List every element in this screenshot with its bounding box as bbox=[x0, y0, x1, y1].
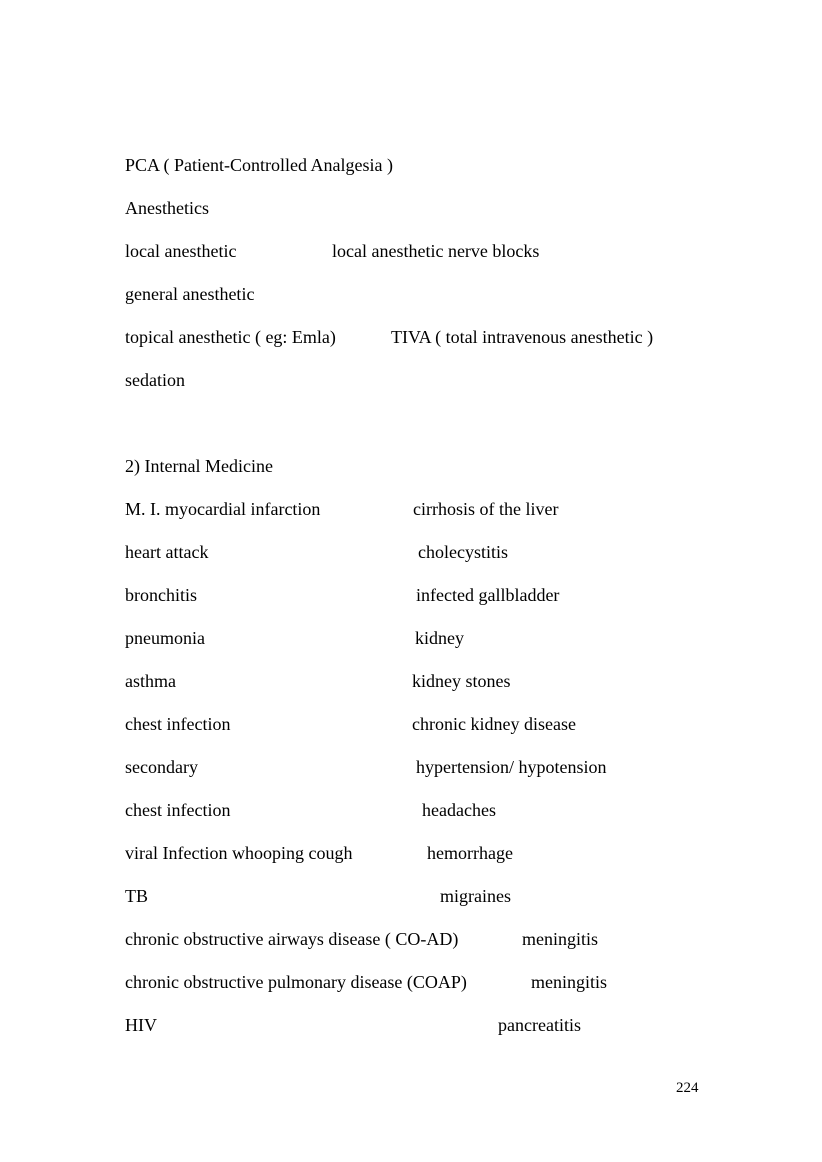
tiva-term: TIVA ( total intravenous anesthetic ) bbox=[391, 327, 654, 347]
term-row bbox=[125, 799, 496, 821]
term-row bbox=[125, 541, 508, 563]
term-left: chest infection bbox=[125, 800, 231, 820]
term-left: chronic obstructive airways disease ( CO-AD) bbox=[125, 929, 459, 949]
term-left: HIV bbox=[125, 1015, 157, 1035]
term-right: chronic kidney disease bbox=[412, 714, 576, 734]
term-right: hemorrhage bbox=[427, 843, 513, 863]
term-right: cirrhosis of the liver bbox=[413, 499, 559, 519]
anesthetics-heading: Anesthetics bbox=[125, 198, 209, 218]
term-row bbox=[125, 584, 560, 606]
term-right: headaches bbox=[422, 800, 496, 820]
local-anesthetic-term: local anesthetic bbox=[125, 241, 237, 261]
term-row bbox=[125, 670, 511, 692]
pca-line: PCA ( Patient-Controlled Analgesia ) bbox=[125, 155, 393, 175]
page-number: 224 bbox=[676, 1080, 699, 1096]
term-right: meningitis bbox=[522, 929, 598, 949]
internal-medicine-heading: 2) Internal Medicine bbox=[125, 456, 273, 476]
term-row bbox=[125, 928, 598, 950]
sedation-line: sedation bbox=[125, 370, 185, 390]
term-row bbox=[125, 885, 511, 907]
topical-anesthetic-term: topical anesthetic ( eg: Emla) bbox=[125, 327, 336, 347]
term-right: kidney bbox=[415, 628, 464, 648]
term-row bbox=[125, 756, 607, 778]
term-left: chronic obstructive pulmonary disease (COAP) bbox=[125, 972, 467, 992]
term-right: infected gallbladder bbox=[416, 585, 560, 605]
term-left: M. I. myocardial infarction bbox=[125, 499, 321, 519]
term-right: migraines bbox=[440, 886, 511, 906]
term-left: pneumonia bbox=[125, 628, 205, 648]
term-row bbox=[125, 498, 559, 520]
term-left: secondary bbox=[125, 757, 198, 777]
term-right: meningitis bbox=[531, 972, 607, 992]
term-row bbox=[125, 627, 464, 649]
term-left: viral Infection whooping cough bbox=[125, 843, 353, 863]
term-row bbox=[125, 842, 513, 864]
term-right: kidney stones bbox=[412, 671, 511, 691]
general-anesthetic-line: general anesthetic bbox=[125, 284, 255, 304]
term-left: chest infection bbox=[125, 714, 231, 734]
topical-anesthetic-line bbox=[125, 326, 654, 348]
term-row bbox=[125, 971, 607, 993]
term-right: hypertension/ hypotension bbox=[416, 757, 607, 777]
term-left: TB bbox=[125, 886, 149, 906]
term-right: cholecystitis bbox=[418, 542, 508, 562]
term-right: pancreatitis bbox=[498, 1015, 581, 1035]
term-row bbox=[125, 713, 576, 735]
term-left: heart attack bbox=[125, 542, 209, 562]
term-row bbox=[125, 1014, 581, 1036]
term-left: bronchitis bbox=[125, 585, 197, 605]
local-anesthetic-line bbox=[125, 240, 540, 262]
local-nerve-blocks-term: local anesthetic nerve blocks bbox=[332, 241, 540, 261]
term-left: asthma bbox=[125, 671, 176, 691]
